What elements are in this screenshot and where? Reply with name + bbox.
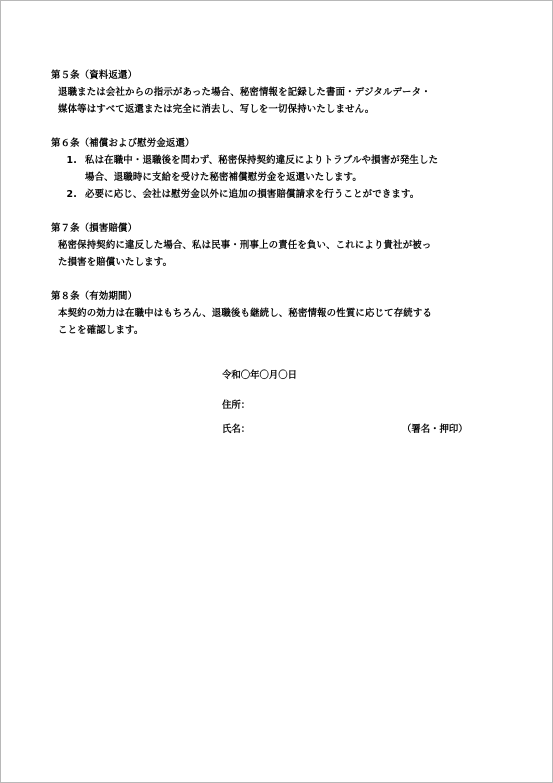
- article-text-line: 退職または会社からの指示があった場合、秘密情報を記録した書面・デジタルデータ・: [58, 87, 431, 98]
- article-heading: 第８条（有効期間）: [51, 291, 138, 302]
- article-text-line: ことを確認します。: [58, 325, 144, 336]
- article-heading: 第５条（資料返還）: [51, 70, 138, 81]
- article-heading: 第６条（補償および慰労金返還）: [51, 138, 195, 149]
- article-8: [51, 288, 511, 339]
- article-7: [51, 220, 511, 271]
- address-label: 住所：: [222, 400, 251, 411]
- document-body: [51, 67, 511, 356]
- item-number: 1.: [66, 155, 77, 166]
- article-5: [51, 67, 511, 118]
- article-text-line: 秘密保持契約に違反した場合、私は民事・刑事上の責任を負い、これにより貴社が被っ: [58, 240, 432, 251]
- numbered-item: [51, 152, 511, 186]
- signature-block: [222, 367, 502, 445]
- item-text-line: 場合、退職時に支給を受けた秘密補償慰労金を返還いたします。: [85, 172, 362, 183]
- article-heading: 第７条（損害賠償）: [51, 223, 138, 234]
- article-text-line: た損害を賠償いたします。: [58, 257, 173, 268]
- signature-date: 令和〇年〇月〇日: [222, 370, 298, 381]
- address-row: [222, 397, 502, 414]
- item-text-line: 必要に応じ、会社は慰労金以外に追加の損害賠償請求を行うことができます。: [85, 189, 420, 200]
- name-row: [222, 421, 502, 438]
- item-number: 2.: [66, 189, 77, 200]
- name-label: 氏名：: [222, 424, 251, 435]
- item-text-line: 私は在職中・退職後を問わず、秘密保持契約違反によりトラブルや損害が発生した: [85, 155, 439, 166]
- article-text-line: 本契約の効力は在職中はもちろん、退職後も継続し、秘密情報の性質に応じて存続する: [58, 308, 432, 319]
- numbered-item: [51, 186, 511, 203]
- article-6: [51, 135, 511, 203]
- signature-seal-note: （署名・押印）: [402, 424, 468, 435]
- article-text-line: 媒体等はすべて返還または完全に消去し、写しを一切保持いたしません。: [58, 104, 375, 115]
